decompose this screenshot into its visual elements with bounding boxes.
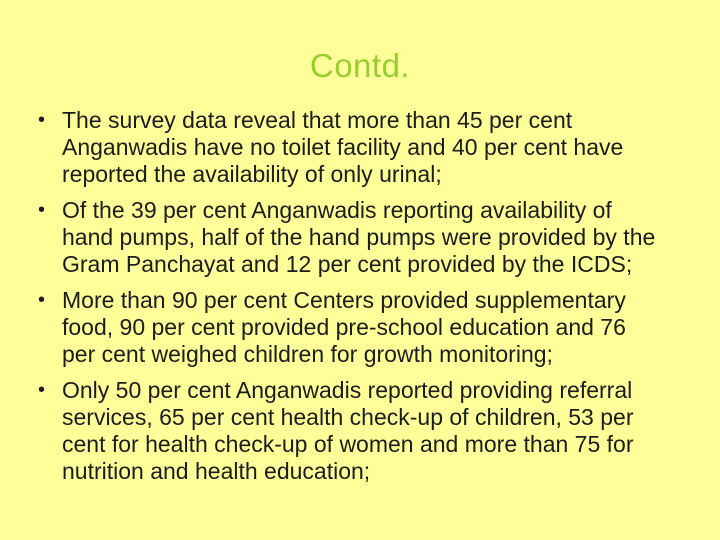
bullet-marker-icon: • — [38, 289, 46, 311]
bullet-list — [38, 107, 692, 485]
bullet-marker-icon: • — [38, 109, 46, 131]
bullet-item — [38, 287, 658, 368]
slide-title: Contd. — [309, 47, 411, 84]
bullet-marker-icon: • — [38, 379, 46, 401]
bullet-item — [38, 107, 658, 188]
bullet-marker-icon: • — [38, 199, 46, 221]
bullet-item — [38, 197, 658, 278]
bullet-item — [38, 377, 658, 485]
bullet-text: The survey data reveal that more than 45 per cent Anganwadis have no toilet facility and 40 per cent have reported the availability of only urinal; — [62, 107, 624, 187]
bullet-text: Of the 39 per cent Anganwadis reporting availability of hand pumps, half of the hand pumps were provided by the Gram Panchayat and 12 per cent provided by the ICDS; — [62, 197, 656, 277]
bullet-text: More than 90 per cent Centers provided supplementary food, 90 per cent provided pre-school education and 76 per cent weighed children for growth monitoring; — [62, 287, 626, 367]
bullet-text: Only 50 per cent Anganwadis reported providing referral services, 65 per cent health check-up of children, 53 per cent for health check-up of women and more than 75 for nutrition and health education; — [62, 377, 634, 484]
